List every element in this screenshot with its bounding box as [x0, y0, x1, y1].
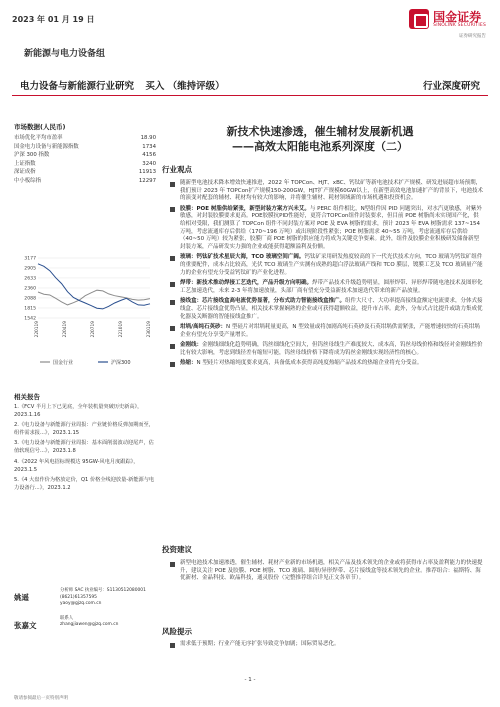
rating-label: 买入 （维持评级） [145, 81, 225, 92]
bullet-icon [170, 207, 175, 212]
point-lead: 金刚线： [180, 342, 203, 349]
risk-text: 需求低于预期；行业产能无序扩张导致竞争加剧；国际贸易恶化。 [180, 641, 340, 647]
point-lead: 热缩： [180, 360, 197, 367]
point-lead: 胶膜：POE 树脂供给紧张，新型封装方案方兴未艾。 [180, 205, 310, 212]
bullet-icon [170, 362, 175, 367]
point-text: N 型硅片对坩埚耗量更高，N 型效量或将加剧高纯石英砂及石英坩埚供需紧张，产能增速较快的石英坩埚企业有望充分享受产量增长。 [180, 324, 480, 338]
view-points [170, 180, 484, 371]
bullet-icon [170, 282, 175, 287]
bullet-icon [170, 562, 175, 567]
x-tick-label: 220719 [91, 321, 96, 338]
point-text: 与 PERC 组件相比，N型组件因 PID 问题突出，对水汽更敏感，对紫外敏感，对封装胶膜要求更高。POE胶膜抗PID性能好，更符合TOPCon组件封装要求，但目前 POE 树脂尚未实现国产化，供给相对受限，我们测算了 TOPCon 组件不同封装方案对 POE 及 EVA 树脂的需求，预计 2023 年 EVA 树脂需求 137~154 万吨，考虑流通库存后供给（170~196 万吨）或出现阶段性紧张；POE 树脂需求 40~55 万吨，考虑流通库存后供给（40~50 万吨）较为紧张，胶膜厂商 POE 树脂的供应能力将成为关键竞争要素。此外，组件及胶膜企业积极研发储备新型封装方案，产品研发实力强的企业或能获得超额溢利及份额。 [180, 205, 482, 250]
analyst-info-line: zhangjiawen@gjzq.com.cn [60, 622, 119, 628]
analyst [14, 616, 164, 631]
analyst-name: 张嘉文 [14, 620, 37, 630]
market-row [14, 177, 156, 186]
related-report-item[interactable]: 5.《4 大盘作价为格放定价，Q1 价格全线迎放量-新能源与电力设备行...》，2023.1.2 [14, 476, 155, 491]
x-tick-label: 230119 [147, 321, 152, 338]
footer-disclaimer: 敬请参阅最后一页特别声明 [14, 696, 68, 701]
market-row [14, 134, 156, 143]
bullet-icon [170, 300, 175, 305]
y-tick-label: 2633 [24, 276, 36, 282]
point-lead: 坩埚/高纯石英砂： [180, 324, 227, 331]
view-point [170, 206, 484, 252]
view-point [170, 280, 484, 295]
market-row [14, 151, 156, 160]
related-reports [14, 392, 156, 494]
related-title: 相关报告 [14, 393, 40, 401]
view-point [170, 298, 484, 321]
y-tick-label: 1542 [24, 316, 36, 322]
logo-english: SINOLINK SECURITIES [433, 22, 486, 28]
analyst-info-line: (8621)61357595 [60, 594, 97, 600]
analyst-info-line: yaoy@gjzq.com.cn [60, 601, 102, 607]
point-text: 金刚线细线化趋势明确，钨丝细线化空间大，但钨丝母线生产难度较大、成本高，钨丝母线价格和线径对金刚线性价比有较大影响，考虑到线径差有缩短可能，钨丝母线价格下降将成为钨丝金刚线实现经济性的核心。 [180, 342, 483, 356]
legend-label: 沪深300 [111, 359, 131, 366]
section-view: 行业观点 [162, 165, 192, 174]
report-title [160, 124, 480, 154]
market-row-value: 18.90 [140, 135, 156, 141]
market-data [14, 122, 156, 186]
point-text: 焊带产品技术升级趋势明显，圆形焊带、异形焊带随电池技术及图形化工艺加速迭代，未来 2-3 年将加速放量，头部厂商有望充分受益新技术加速迭代带来的新产品放量。 [180, 280, 483, 294]
y-tick-label: 3177 [24, 256, 36, 262]
analysts [14, 588, 164, 639]
point-lead: 焊带：新技术推动焊接工艺迭代，产品升级方向明确。 [180, 280, 313, 287]
point-text: 钙钛矿采用研发热度较高的下一代光伏技术方向，TCO 玻璃为钙钛矿组件的重要配件，成本占比较高，光伏 TCO 玻璃生产实测有成熟的超白浮法玻璃产线和 TCO 膜层，镀膜工艺及 TCO 玻璃量产能力的企业有望充分受益钙钛矿的产业化进程。 [180, 254, 483, 276]
report-category: 证券研究报告 [459, 34, 486, 39]
research-group: 新能源与电力设备组 [24, 49, 106, 59]
x-tick-label: 221019 [119, 321, 124, 338]
analyst-info [60, 616, 118, 631]
market-row-label: 深证成指 [14, 169, 36, 176]
advice [170, 560, 484, 586]
line-chart [12, 252, 158, 372]
logo-icon [409, 9, 429, 29]
point-text: N 型硅片对热缩纯度要求更高，具备低成本获得高纯度热缩产品技术的热缩企业将充分受益。 [196, 360, 423, 367]
series-line-1 [38, 264, 150, 309]
analyst-info-line: 分析师 SAC 执业编号：S1130512080001 [60, 588, 146, 593]
market-row-value: 3240 [142, 160, 156, 167]
point-text: 组件大尺寸、大功率提高接线盒额定电流要求，分体式接线盒、芯片接线盒优势凸显，相关技术掌握娴熟的企业或可获得超额收益，提升市占率。此外，分布式占比提升或助力集成优化器及关断器的智能接线盒推广。 [180, 298, 483, 320]
market-row-value: 4156 [142, 152, 156, 159]
related-report-item[interactable]: 2.《电力设备与新能源行业周报：产业链价格反弹加期而至，组件需求报...》，2023.1.15 [14, 422, 154, 437]
y-tick-label: 1815 [24, 306, 36, 312]
x-tick-label: 220119 [35, 321, 40, 338]
x-tick-label: 220419 [63, 321, 68, 338]
logo-name: 国金证券 [433, 9, 482, 24]
report-date: 2023 年 01 月 19 日 [12, 15, 95, 24]
view-point [170, 342, 484, 357]
section-advice: 投资建议 [162, 545, 192, 554]
analyst-info [60, 588, 146, 608]
view-point [170, 324, 484, 339]
point-lead: 接线盒：芯片接线盒高电流优势显著，分布式助力智能接线盒推广。 [180, 298, 346, 305]
y-tick-label: 2905 [24, 266, 36, 272]
analyst [14, 588, 164, 608]
advice-text: 新型电池技术加速渗透，催生辅材、耗材产业新的市场机遇，相关产品及技术领先的企业或将获得市占率及盈利能力的快速提升，建议关注 POE 及胶膜、POE 树脂、TCO 玻璃、圆形/异形焊带、芯片接线盒等技术领先的企业。推荐组合：福斯特、海优新材、金晶科技、欧晶科技，通灵股份（完整推荐组合详见正文各章节）。 [180, 560, 483, 582]
view-point [170, 180, 484, 203]
market-row-label: 市场优化平均市盈率 [14, 135, 63, 141]
y-tick-label: 2088 [24, 296, 36, 302]
section-risk: 风险提示 [162, 627, 192, 636]
related-report-item[interactable]: 1.《FCV 半月上下已见底，全年装机量突破历史新高》，2023.1.16 [14, 404, 143, 419]
banner [12, 72, 488, 96]
title-line-1: 新技术快速渗透，催生辅材发展新机遇 [226, 125, 414, 138]
market-row-label: 国金电力设备与新能源指数 [14, 143, 79, 150]
related-report-item[interactable]: 3.《电力设备与新能源行业周报：基本面削弱波动迎尾声，估值软现信号...》，2023.1.8 [14, 440, 154, 455]
industry-label: 电力设备与新能源行业研究 [20, 81, 135, 92]
market-row [14, 160, 156, 169]
related-report-item[interactable]: 4.《2022 年风电招标规模达 95GW-风电月度跟踪》，2023.1.5 [14, 458, 139, 473]
market-row [14, 168, 156, 177]
legend-label: 国金行业 [53, 359, 74, 366]
bullet-icon [170, 326, 175, 331]
bullet-icon [170, 182, 175, 187]
view-point [170, 360, 484, 368]
market-row-value: 11913 [138, 169, 156, 176]
analyst-name: 姚遥 [14, 593, 29, 602]
index-chart [12, 252, 158, 372]
analyst-info-line: 联系人 [60, 615, 74, 621]
market-row-value: 12297 [138, 177, 156, 184]
market-row-label: 上证指数 [14, 160, 36, 167]
point-text: 随新型电池技术降本增效快速推进，2022 年 TOPCon、HJT、xBC、钙钛矿等新电池技术扩产规模、研发进展超市场预期，我们预计 2023 年 TOPCon扩产规模150-200GW，HJT扩产规模60GW以上，在新型高效电池加速扩产的背景下，电池技术的演变对配套的辅材、耗材均有较大的影响，并将催生辅材、耗材领域新的市场机遇和投资机会。 [180, 180, 483, 202]
market-data-title: 市场数据(人民币) [14, 123, 66, 131]
market-row [14, 143, 156, 152]
view-point [170, 254, 484, 277]
market-row-value: 1734 [142, 143, 156, 150]
page-number: - 1 - [244, 677, 256, 683]
risk [170, 641, 484, 652]
company-logo [409, 9, 486, 29]
report-type: 行业深度研究 [422, 81, 480, 92]
bullet-icon [170, 256, 175, 261]
y-tick-label: 2360 [24, 286, 36, 292]
point-lead: 玻璃：钙钛矿技术星辰大海，TCO 玻璃空间广阔。 [180, 254, 305, 261]
bullet-icon [170, 344, 175, 349]
bullet-icon [170, 643, 175, 648]
title-line-2: ——高效太阳能电池系列深度（二） [232, 140, 408, 153]
market-row-label: 沪深 300 指数 [14, 152, 50, 159]
market-row-label: 中小板综指 [14, 177, 41, 184]
